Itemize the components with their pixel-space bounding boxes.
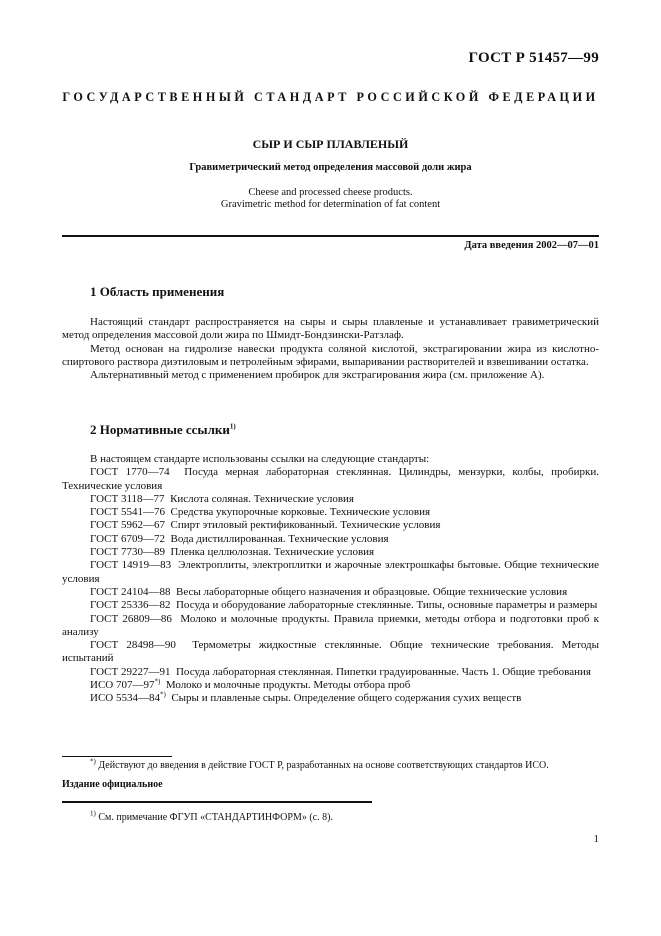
reference-item [62, 519, 599, 532]
reference-code: ГОСТ 7730—89 [90, 546, 165, 559]
footnote-star [90, 757, 549, 771]
reference-item [62, 692, 599, 705]
reference-list [62, 466, 599, 705]
reference-code: ГОСТ 5541—76 [90, 506, 165, 519]
reference-item [62, 493, 599, 506]
reference-item [62, 599, 599, 612]
reference-item [62, 679, 599, 692]
reference-code: ИСО 707—97 [90, 679, 155, 692]
reference-title: Пленка целлюлозная. Технические условия [170, 546, 375, 559]
footnote-text: Действуют до введения в действие ГОСТ Р, разработанных на основе соответствующих стандартов ИСО. [98, 760, 549, 771]
reference-code: ГОСТ 24104—88 [90, 585, 171, 598]
reference-code: ГОСТ 6709—72 [90, 532, 165, 545]
english-title [62, 187, 599, 211]
reference-code: ГОСТ 29227—91 [90, 665, 171, 678]
reference-code: ГОСТ 25336—82 [90, 599, 171, 612]
section-2-body [62, 453, 599, 706]
document-subtitle: Гравиметрический метод определения массовой доли жира [189, 162, 472, 173]
reference-title: Сыры и плавленые сыры. Определение общего содержания сухих веществ [171, 692, 522, 705]
paragraph: Альтернативный метод с применением пробирок для экстрагирования жира (см. приложение А). [90, 369, 545, 382]
section-2-heading [90, 422, 236, 438]
reference-code: ГОСТ 14919—83 [90, 559, 172, 572]
state-standard-title: ГОСУДАРСТВЕННЫЙ СТАНДАРТ РОССИЙСКОЙ ФЕДЕРАЦИИ [62, 90, 599, 104]
intro-date: Дата введения 2002—07—01 [464, 240, 599, 251]
reference-item [62, 666, 599, 679]
section-2-intro: В настоящем стандарте использованы ссылки на следующие стандарты: [90, 453, 430, 465]
official-edition-divider [62, 801, 372, 803]
reference-title: Электроплиты, электроплитки и жарочные электрошкафы бытовые. Общие технические условия [62, 559, 599, 585]
reference-title: Весы лабораторные общего назначения и образцовые. Общие технические условия [175, 585, 568, 598]
footnote-mark: *) [90, 757, 96, 766]
footnote-mark: *) [154, 677, 161, 686]
reference-title: Кислота соляная. Технические условия [170, 492, 354, 505]
reference-title: Молоко и молочные продукты. Методы отбора проб [165, 679, 411, 692]
reference-code: ГОСТ 26809—86 [90, 612, 172, 625]
reference-item [62, 639, 599, 666]
reference-title: Посуда лабораторная стеклянная. Пипетки градуированные. Часть 1. Общие требования [175, 665, 591, 678]
footnote-1 [90, 809, 333, 823]
paragraph: Настоящий стандарт распространяется на сыры и сыры плавленые и устанавливает гравиметрический метод определения массовой доли жира по Шмидт-Бондзински-Ратзлаф. [62, 316, 599, 342]
footnote-mark: 1) [90, 809, 96, 818]
title-divider [62, 235, 599, 237]
reference-item [62, 546, 599, 559]
reference-title: Средства укупорочные корковые. Технические условия [170, 506, 431, 519]
reference-code: ГОСТ 28498—90 [90, 639, 176, 652]
paragraph: Метод основан на гидролизе навески продукта соляной кислотой, экстрагировании жира из кислотно-спиртового раствора диэтиловым и петролейным эфирами, выпаривании растворителей и взвешивании остатка. [62, 342, 599, 368]
reference-code: ГОСТ 1770—74 [90, 466, 170, 479]
reference-item [62, 586, 599, 599]
official-edition-label: Издание официальное [62, 779, 163, 790]
reference-item [62, 506, 599, 519]
section-1-body [62, 316, 599, 382]
gost-code: ГОСТ Р 51457—99 [468, 50, 599, 66]
footnote-mark: *) [159, 690, 166, 699]
page-number: 1 [593, 833, 599, 845]
footnote-divider [62, 756, 172, 757]
document-title: СЫР И СЫР ПЛАВЛЕНЫЙ [252, 137, 409, 151]
reference-item [62, 613, 599, 640]
english-title-line-1: Cheese and processed cheese products. [248, 187, 413, 198]
reference-item [62, 466, 599, 493]
section-1-heading: 1 Область применения [90, 284, 225, 299]
footnote-text: См. примечание ФГУП «СТАНДАРТИНФОРМ» (с. 8). [98, 812, 333, 823]
reference-code: ИСО 5534—84 [90, 692, 160, 705]
reference-item [62, 533, 599, 546]
reference-title: Посуда и оборудование лабораторные стеклянные. Типы, основные параметры и размеры [175, 599, 598, 612]
reference-title: Молоко и молочные продукты. Правила приемки, методы отбора и подготовки проб к анализу [62, 612, 599, 638]
reference-code: ГОСТ 5962—67 [90, 519, 165, 532]
reference-title: Посуда мерная лабораторная стеклянная. Цилиндры, мензурки, колбы, пробирки. Технические условия [62, 466, 599, 492]
reference-code: ГОСТ 3118—77 [90, 492, 165, 505]
reference-title: Вода дистиллированная. Технические условия [170, 532, 389, 545]
reference-title: Термометры жидкостные стеклянные. Общие технические требования. Методы испытаний [62, 639, 599, 665]
reference-title: Спирт этиловый ректификованный. Технические условия [170, 519, 441, 532]
reference-item [62, 559, 599, 586]
section-2-heading-text: 2 Нормативные ссылки [90, 422, 230, 437]
english-title-line-2: Gravimetric method for determination of fat content [220, 199, 441, 210]
footnote-mark: 1) [229, 422, 236, 431]
